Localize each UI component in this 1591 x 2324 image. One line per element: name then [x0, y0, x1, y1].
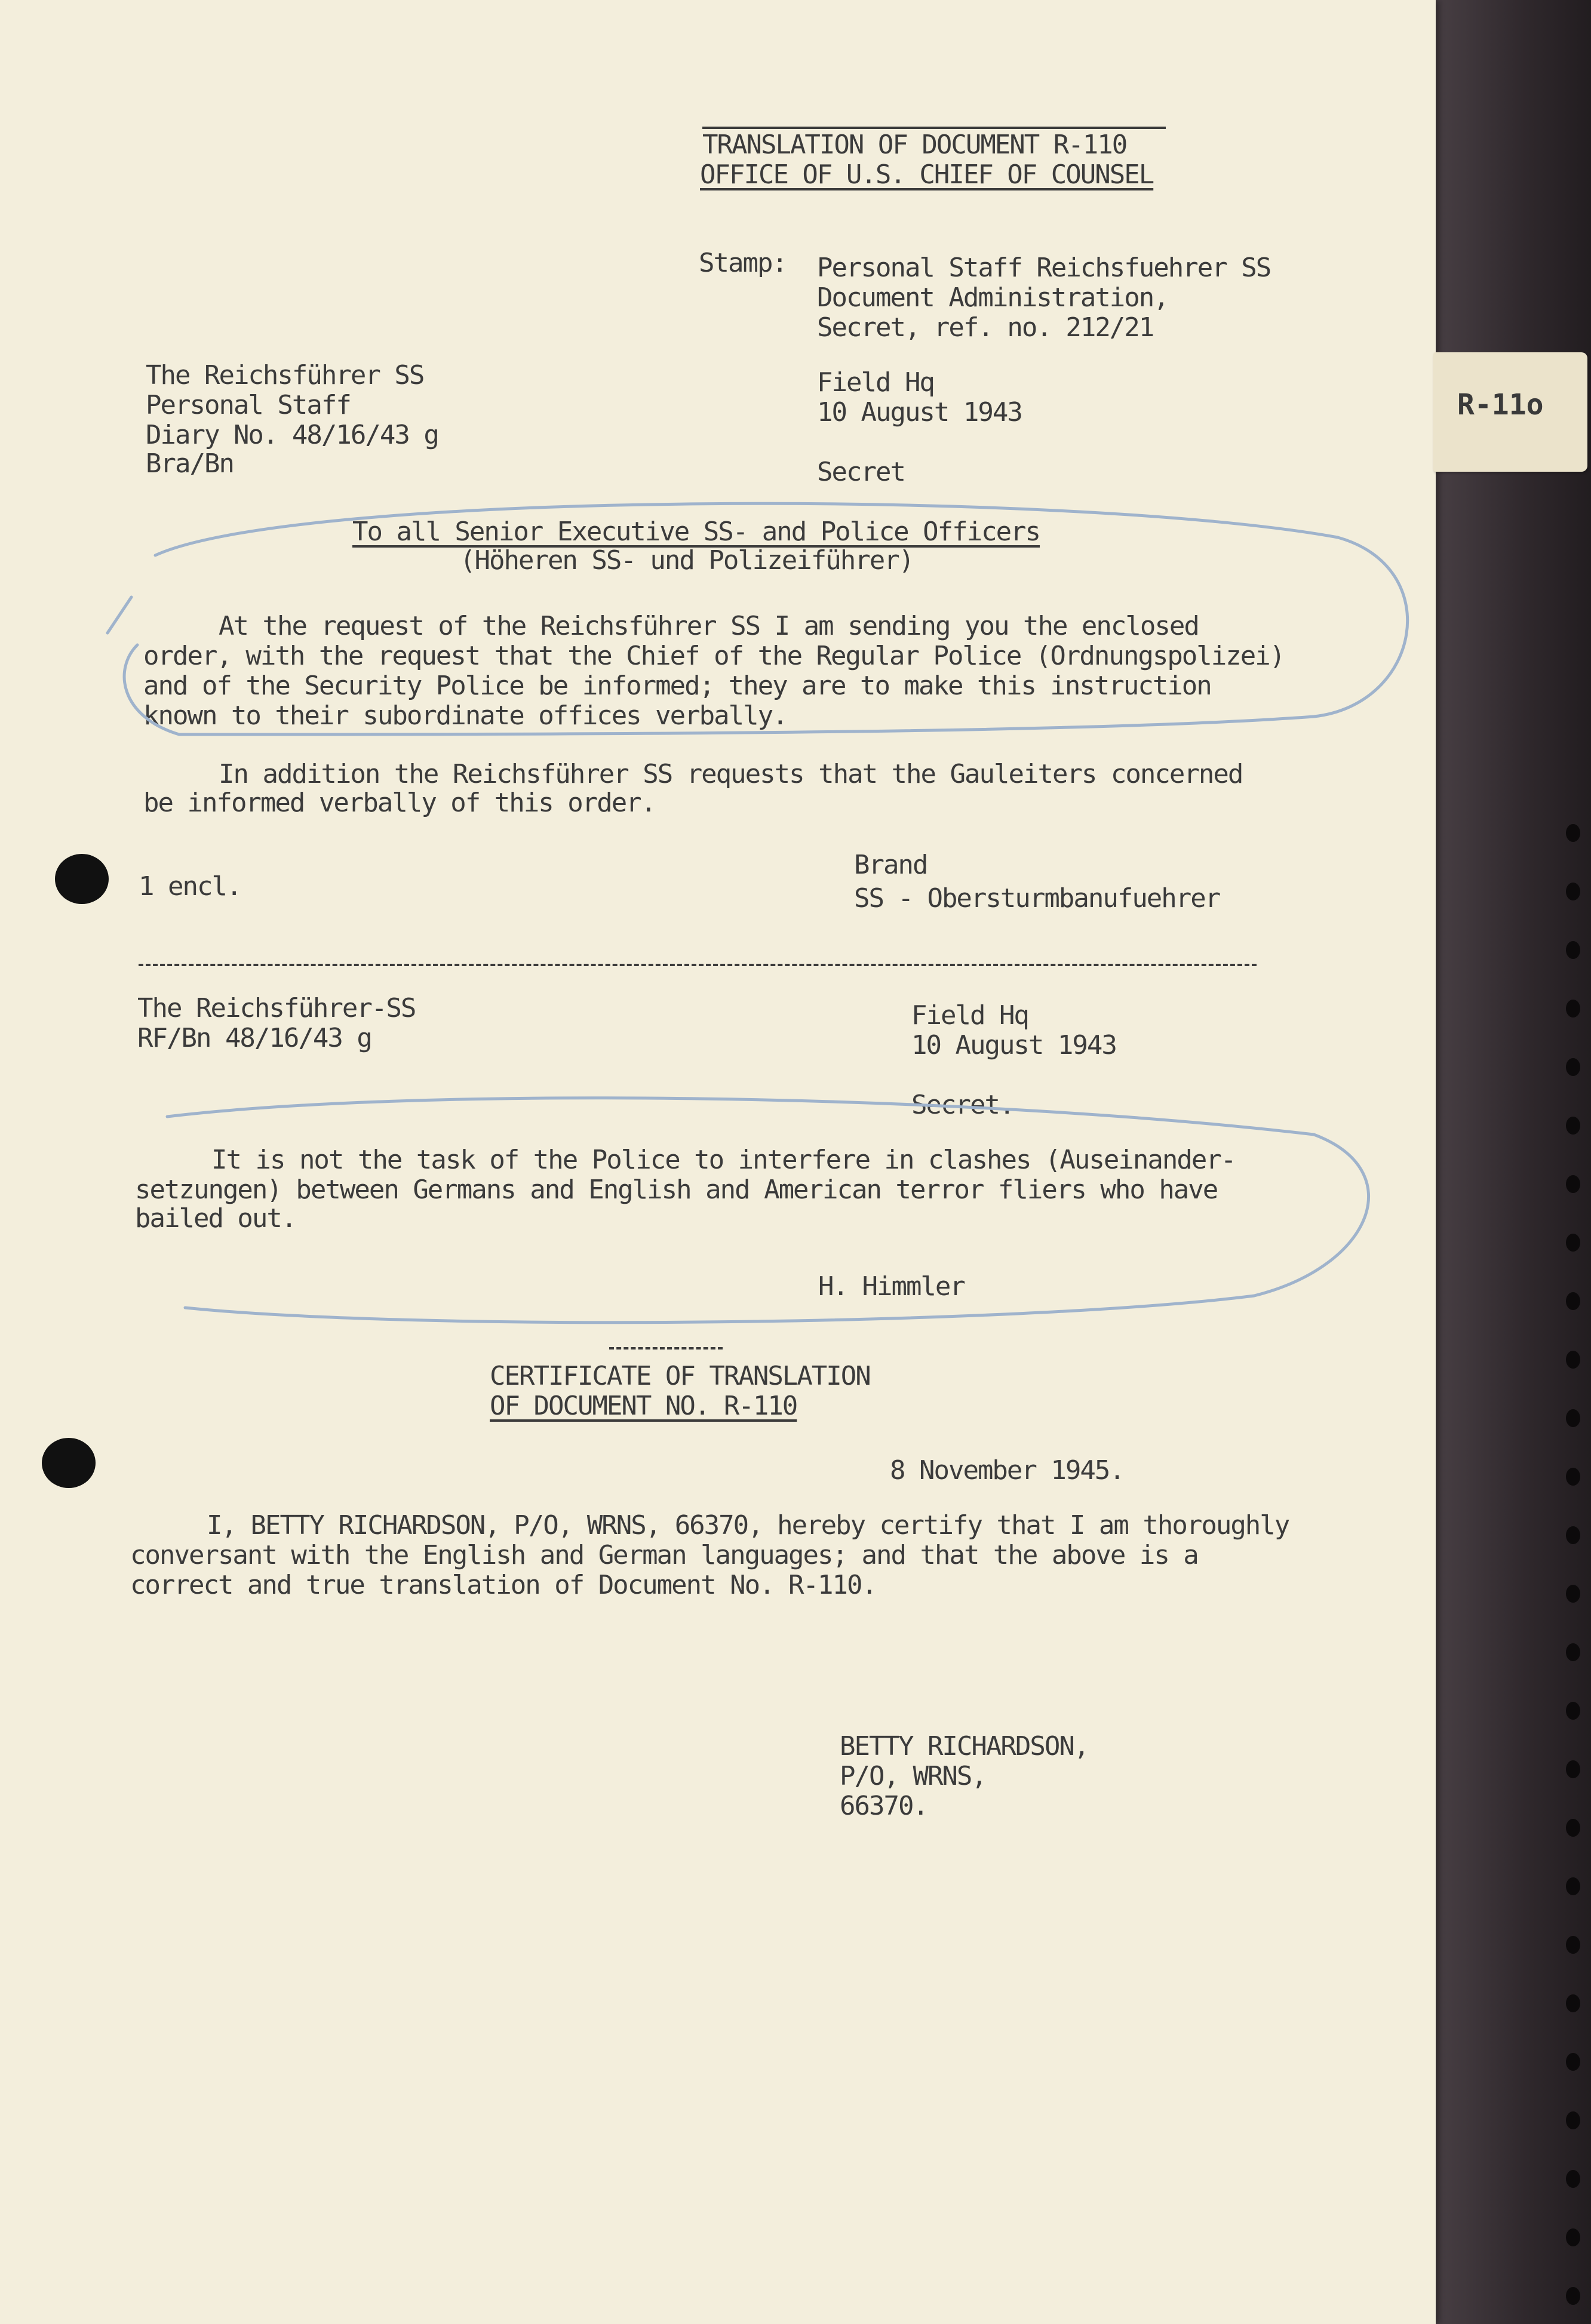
sender-line-1: The Reichsführer SS: [146, 360, 424, 391]
stamp-line-1: Personal Staff Reichsfuehrer SS: [817, 253, 1271, 283]
binder-hole: [1566, 1760, 1580, 1778]
binder-hole: [1566, 824, 1580, 842]
binder-hole: [1566, 1994, 1580, 2012]
enclosure-note: 1 encl.: [139, 871, 241, 902]
binder-hole: [1566, 1819, 1580, 1837]
binder-hole: [1566, 1585, 1580, 1603]
binder-hole: [1566, 1351, 1580, 1369]
sender-line-3: Diary No. 48/16/43 g: [146, 420, 438, 450]
binder-hole: [1566, 1117, 1580, 1135]
signature1-name: Brand: [854, 850, 927, 880]
stamp-line-2: Document Administration,: [817, 282, 1168, 313]
order-signature: H. Himmler: [818, 1271, 965, 1302]
binder-hole: [1566, 1643, 1580, 1661]
binder-hole: [1566, 1292, 1580, 1310]
order-sender-line-1: The Reichsführer-SS: [137, 993, 416, 1023]
binder-hole: [1566, 883, 1580, 900]
order-text-line-2: setzungen) between Germans and English and American terror fliers who have: [135, 1175, 1218, 1205]
body1-line-3: and of the Security Police be informed; they are to make this instruction: [143, 671, 1211, 701]
certificate-text-line-2: conversant with the English and German languages; and that the above is a: [130, 1540, 1198, 1570]
certificate-text-line-1: I, BETTY RICHARDSON, P/O, WRNS, 66370, hereby certify that I am thoroughly: [207, 1510, 1289, 1541]
addressee-line-1: To all Senior Executive SS- and Police Officers: [352, 517, 1040, 547]
binder-hole: [1566, 1409, 1580, 1427]
signature1-rank: SS - Obersturmbanufuehrer: [854, 883, 1220, 914]
order-date: 10 August 1943: [911, 1030, 1116, 1060]
binder-hole: [1566, 2287, 1580, 2305]
signer-line-2: P/O, WRNS,: [840, 1761, 986, 1791]
exhibit-tab-label: R-11o: [1457, 388, 1544, 422]
order-text-line-1: It is not the task of the Police to interfere in clashes (Auseinander-: [211, 1145, 1236, 1175]
body1-line-2: order, with the request that the Chief of the Regular Police (Ordnungspolizei): [143, 641, 1285, 671]
header-office: OFFICE OF U.S. CHIEF OF COUNSEL: [700, 159, 1154, 190]
certificate-text-line-3: correct and true translation of Document No. R-110.: [130, 1570, 877, 1600]
certificate-date: 8 November 1945.: [890, 1455, 1124, 1486]
binder-hole: [1566, 1877, 1580, 1895]
body1-line-4: known to their subordinate offices verbally.: [143, 700, 787, 731]
binder-holes: [1566, 0, 1584, 2324]
signer-line-1: BETTY RICHARDSON,: [840, 1731, 1089, 1762]
stamp-line-3: Secret, ref. no. 212/21: [817, 312, 1154, 343]
order-text-line-3: bailed out.: [135, 1203, 296, 1234]
certificate-title-2: OF DOCUMENT NO. R-110: [490, 1391, 797, 1421]
classification-secret: Secret: [817, 457, 905, 487]
binder-hole: [1566, 1058, 1580, 1076]
binder-hole: [1566, 1175, 1580, 1193]
place-line: Field Hq: [817, 367, 934, 398]
sender-line-2: Personal Staff: [146, 390, 351, 420]
order-sender-line-2: RF/Bn 48/16/43 g: [137, 1023, 371, 1053]
date-line: 10 August 1943: [817, 397, 1022, 428]
binder-hole: [1566, 2053, 1580, 2071]
binder-hole: [1566, 2111, 1580, 2129]
addressee-line-2: (Höheren SS- und Polizeiführer): [460, 545, 914, 576]
body2-line-1: In addition the Reichsführer SS requests that the Gauleiters concerned: [219, 759, 1243, 789]
binder-hole: [1566, 941, 1580, 959]
order-place: Field Hq: [911, 1000, 1028, 1031]
binder-hole: [1566, 1936, 1580, 1954]
body2-line-2: be informed verbally of this order.: [143, 788, 656, 818]
signer-line-3: 66370.: [840, 1791, 927, 1821]
binder-hole: [1566, 1000, 1580, 1017]
binder-hole: [1566, 1468, 1580, 1486]
exhibit-tab: [1433, 352, 1587, 472]
order-classification: Secret.: [911, 1090, 1014, 1120]
pencil-loop-lower: [167, 1098, 1369, 1323]
pencil-loop-upper: [108, 503, 1408, 734]
certificate-title-1: CERTIFICATE OF TRANSLATION: [490, 1361, 870, 1391]
binder-hole: [1566, 2170, 1580, 2188]
sender-line-4: Bra/Bn: [146, 448, 234, 479]
stamp-label: Stamp:: [699, 248, 787, 278]
header-title: TRANSLATION OF DOCUMENT R-110: [702, 130, 1127, 160]
binder-hole: [1566, 1526, 1580, 1544]
binder-hole: [1566, 2228, 1580, 2246]
body1-line-1: At the request of the Reichsführer SS I am sending you the enclosed: [219, 611, 1199, 641]
binder-hole: [1566, 1234, 1580, 1252]
binder-hole: [1566, 1702, 1580, 1720]
